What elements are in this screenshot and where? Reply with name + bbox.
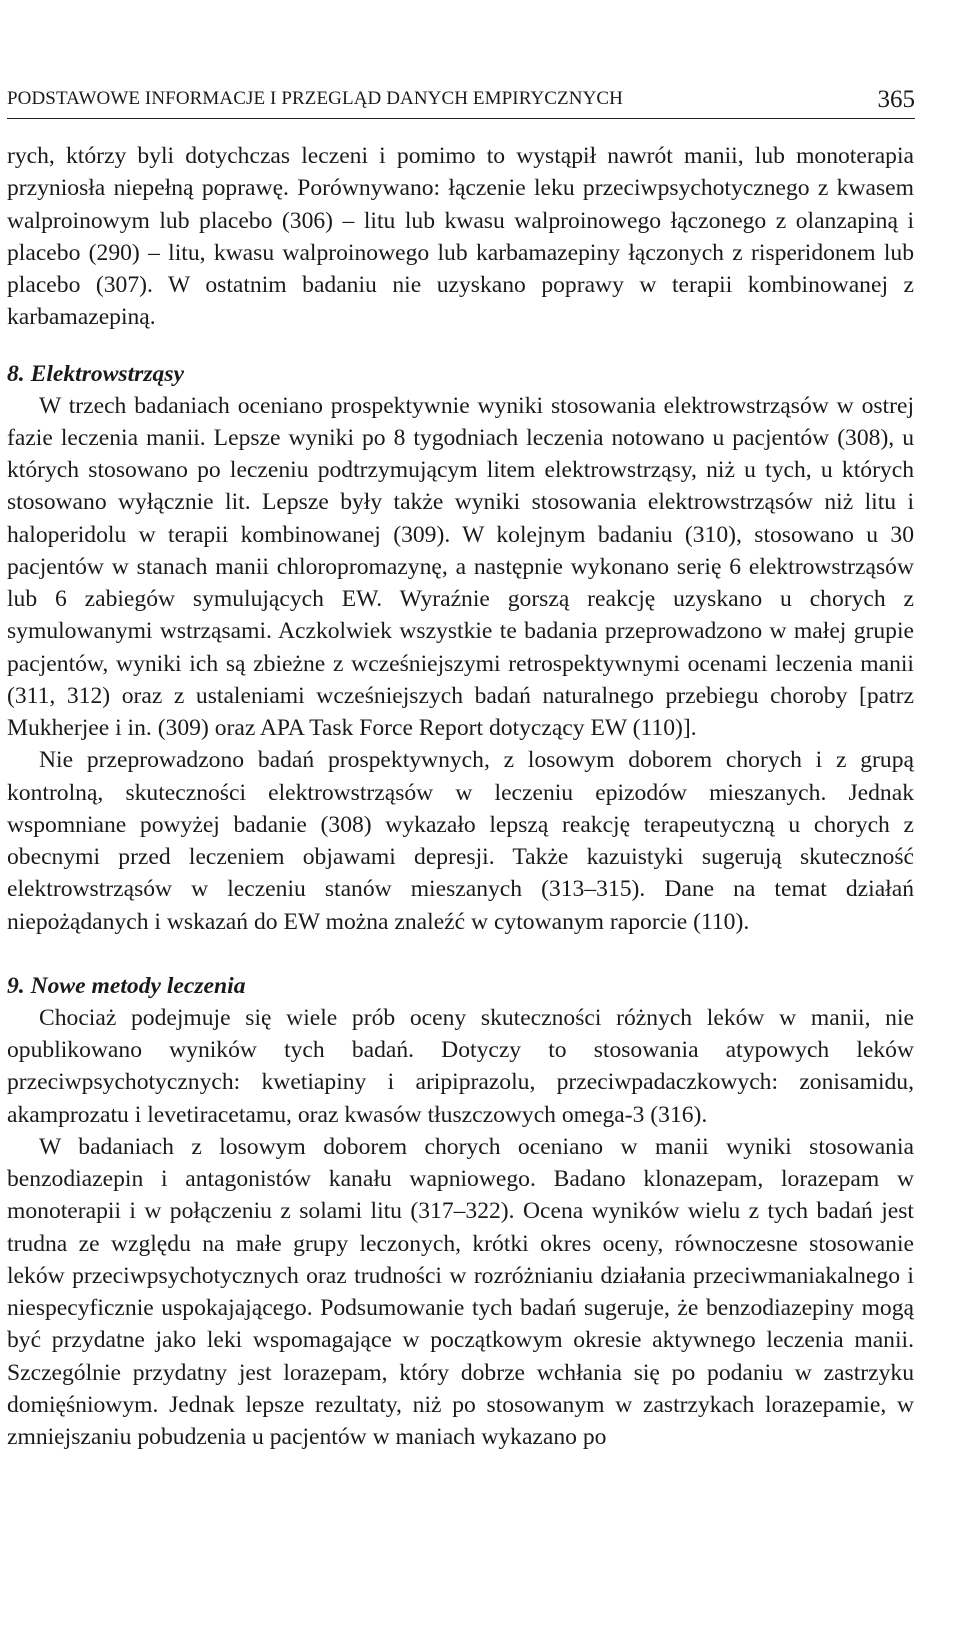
body-paragraph: W trzech badaniach oceniano prospektywnie wyniki stosowania elektrowstrząsów w ostrej fazie leczenia manii. Lepsze wyniki po 8 tygodniach leczenia notowano u pacjentów (308), u których stosowano po leczeniu podtrzymującym litem elektrowstrząsy, niż u tych, u których stosowano wyłącznie lit. Lepsze były także wyniki stosowania elektrowstrząsów niż litu i haloperidolu w terapii kombinowanej (309). W kolejnym badaniu (310), stosowano u 30 pacjentów w stanach manii chloropromazynę, a następnie wykonano serię 6 elektrowstrząsów lub 6 zabiegów symulujących EW. Wyraźnie gorszą reakcję uzyskano u chorych z symulowanymi wstrząsami. Aczkolwiek wszystkie te badania przeprowadzono w małej grupie pacjentów, wyniki ich są zbieżne z wcześniejszymi retrospektywnymi ocenami leczenia manii (311, 312) oraz z ustaleniami wcześniejszych badań naturalnego przebiegu choroby [patrz Mukherjee i in. (309) oraz APA Task Force Report dotyczący EW (110)]. <box>7 392 914 741</box>
section-heading: 9. Nowe metody leczenia <box>7 972 246 999</box>
body-paragraph: W badaniach z losowym doborem chorych oceniano w manii wyniki stosowania benzodiazepin i antagonistów kanału wapniowego. Badano klonazepam, lorazepam w monoterapii i w połączeniu z solami litu (317–322). Ocena wyników wielu z tych badań jest trudna ze względu na małe grupy leczonych, krótki okres oceny, równoczesne stosowanie leków przeciwpsychotycznych oraz trudności w rozróżnianiu działania przeciwmaniakalnego i niespecyficznie uspokajającego. Podsumowanie tych badań sugeruje, że benzodiazepiny mogą być przydatne jako leki wspomagające w początkowym okresie aktywnego leczenia manii. Szczególnie przydatny jest lorazepam, który dobrze wchłania się po podaniu w zastrzyku domięśniowym. Jednak lepsze rezultaty, niż po stosowanym w zastrzykach lorazepamie, w zmniejszaniu pobudzenia u pacjentów w maniach wykazano po <box>7 1133 914 1450</box>
page-number: 365 <box>877 86 915 113</box>
running-header <box>7 78 915 119</box>
page-body <box>7 140 914 1453</box>
running-title: PODSTAWOWE INFORMACJE I PRZEGLĄD DANYCH EMPIRYCZNYCH <box>7 88 623 109</box>
section-heading: 8. Elektrowstrząsy <box>7 360 184 387</box>
body-paragraph: Nie przeprowadzono badań prospektywnych, z losowym doborem chorych i z grupą kontrolną, skuteczności elektrowstrząsów w leczeniu epizodów mieszanych. Jednak wspomniane powyżej badanie (308) wykazało lepszą reakcję terapeutyczną u chorych z obecnymi przed leczeniem objawami depresji. Także kazuistyki sugerują skuteczność elektrowstrząsów w leczeniu stanów mieszanych (313–315). Dane na temat działań niepożądanych i wskazań do EW można znaleźć w cytowanym raporcie (110). <box>7 747 914 935</box>
body-paragraph: rych, którzy byli dotychczas leczeni i pomimo to wystąpił nawrót manii, lub monoterapia przyniosła niepełną poprawę. Porównywano: łączenie leku przeciwpsychotycznego z kwasem walproinowym lub placebo (306) – litu lub kwasu walproinowego łączonego z olanzapiną i placebo (290) – litu, kwasu walproinowego lub karbamazepiny łączonych z risperidonem lub placebo (307). W ostatnim badaniu nie uzyskano poprawy w terapii kombinowanej z karbamazepiną. <box>7 143 914 331</box>
body-paragraph: Chociaż podejmuje się wiele prób oceny skuteczności różnych leków w manii, nie opublikowano wyników tych badań. Dotyczy to stosowania atypowych leków przeciwpsychotycznych: kwetiapiny i aripiprazolu, przeciwpadaczkowych: zonisamidu, akamprozatu i levetiracetamu, oraz kwasów tłuszczowych omega-3 (316). <box>7 1004 914 1128</box>
